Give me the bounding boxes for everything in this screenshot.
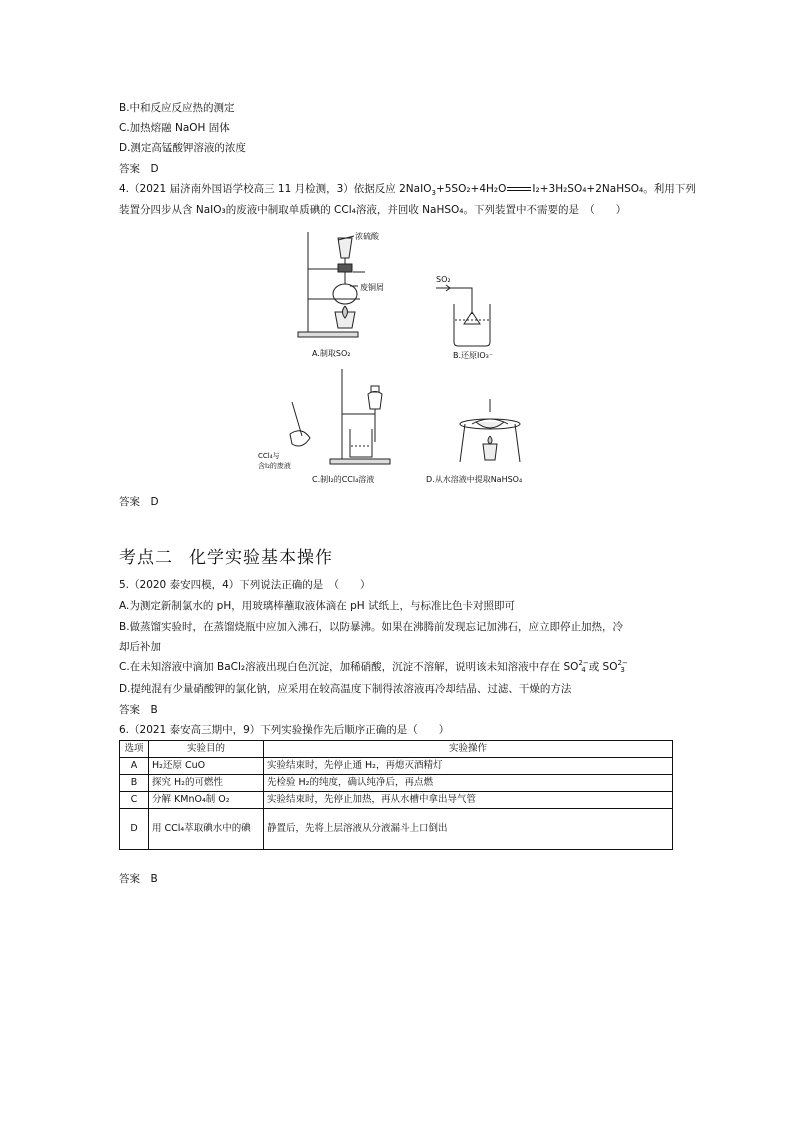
header-option: 选项 (120, 741, 149, 758)
label-ccl4: CCl₄与 (258, 452, 280, 460)
apparatus-d (426, 399, 522, 484)
q4-text-post: 。利用下列 (643, 183, 696, 195)
label-c: C.制I₂的CCl₄溶液 (312, 475, 375, 484)
equals-sign (507, 187, 531, 191)
q5-c-text: C.在未知溶液中滴加 BaCl₂溶液出现白色沉淀，加稀硝酸，沉淀不溶解，说明该未知溶液中存在 SO (119, 661, 579, 673)
label-conc-h2so4: 浓硫酸 (355, 232, 379, 241)
section-number: 考点二 (119, 548, 173, 568)
section-heading (119, 543, 333, 568)
apparatus-b (436, 275, 493, 360)
apparatus-figure (250, 224, 550, 489)
header-operation: 实验操作 (264, 741, 673, 758)
row-option: D (120, 809, 149, 850)
table-row (120, 775, 673, 792)
q5-option-c: C.在未知溶液中滴加 BaCl₂溶液出现白色沉淀，加稀硝酸，沉淀不溶解，说明该未知溶液中存在 SO 2− 4 或 SO 2− 3 (119, 659, 628, 674)
q5-option-b-line1: B.做蒸馏实验时，在蒸馏烧瓶中应加入沸石，以防暴沸。如果在沸腾前发现忘记加沸石，应立即停止加热，冷 (119, 621, 624, 633)
q4-text-pre: 4.（2021 届济南外国语学校高三 11 月检测，3）依据反应 2NaIO (119, 183, 432, 195)
option-d: D.测定高锰酸钾溶液的浓度 (119, 142, 246, 154)
option-b: B.中和反应反应热的测定 (119, 102, 235, 114)
label-d: D.从水溶液中提取NaHSO₄ (426, 475, 523, 484)
label-so2: SO₂ (436, 275, 451, 284)
q6-table (119, 740, 673, 850)
answer-5: 答案 B (119, 704, 158, 716)
question-6-stem: 6.（2021 泰安高三期中，9）下列实验操作先后顺序正确的是（ ） (119, 724, 450, 736)
row-option: B (120, 775, 149, 792)
question-5-stem: 5.（2020 泰安四模，4）下列说法正确的是 （ ） (119, 579, 371, 591)
label-a: A.制取SO₂ (312, 349, 351, 358)
question-4-line2: 装置分四步从含 NaIO₃的废液中制取单质碘的 CCl₄溶液，并回收 NaHSO₄。下列装置中不需要的是 （ ） (119, 204, 627, 216)
label-waste-i2: 含I₂的废液 (258, 462, 291, 470)
section-title: 化学实验基本操作 (189, 548, 333, 568)
answer-6: 答案 B (119, 873, 158, 885)
row-operation: 实验结束时，先停止加热，再从水槽中拿出导气管 (264, 792, 673, 809)
row-operation: 先检验 H₂的纯度，确认纯净后，再点燃 (264, 775, 673, 792)
label-b: B.还原IO₃⁻ (453, 351, 494, 360)
row-purpose: 用 CCl₄萃取碘水中的碘 (149, 809, 264, 850)
q4-text-rxn: +5SO₂+4H₂O (435, 183, 507, 195)
question-4-line1: 4.（2021 届济南外国语学校高三 11 月检测，3）依据反应 2NaIO$_3$+5SO₂+4H₂O I₂+3H₂SO₄+2NaHSO₄。利用下列 (119, 183, 696, 198)
row-purpose: 探究 H₂的可燃性 (149, 775, 264, 792)
option-c: C.加热熔融 NaOH 固体 (119, 122, 230, 134)
row-purpose: H₂还原 CuO (149, 758, 264, 775)
q5-option-b-line2: 却后补加 (119, 641, 161, 653)
table-row (120, 792, 673, 809)
apparatus-a (298, 231, 384, 358)
label-copper-scrap: 废铜屑 (360, 283, 384, 292)
header-purpose: 实验目的 (149, 741, 264, 758)
row-option: C (120, 792, 149, 809)
answer-3: 答案 D (119, 163, 159, 175)
q5-c-or: 或 SO (588, 661, 618, 673)
q5-option-d: D.提纯混有少量硝酸钾的氯化钠，应采用在较高温度下制得浓溶液再冷却结晶、过滤、干燥的方法 (119, 683, 572, 695)
table-header-row (120, 741, 673, 758)
row-option: A (120, 758, 149, 775)
q4-text-prod: I₂+3H₂SO₄+2NaHSO₄ (532, 183, 644, 195)
q5-option-a: A.为测定新制氯水的 pH，用玻璃棒蘸取液体滴在 pH 试纸上，与标准比色卡对照即可 (119, 600, 515, 612)
answer-4: 答案 D (119, 496, 159, 508)
row-purpose: 分解 KMnO₄制 O₂ (149, 792, 264, 809)
table-row (120, 809, 673, 850)
table-row (120, 758, 673, 775)
apparatus-c (258, 369, 390, 484)
row-operation: 静置后，先将上层溶液从分液漏斗上口倒出 (264, 809, 673, 850)
row-operation: 实验结束时，先停止通 H₂，再熄灭酒精灯 (264, 758, 673, 775)
